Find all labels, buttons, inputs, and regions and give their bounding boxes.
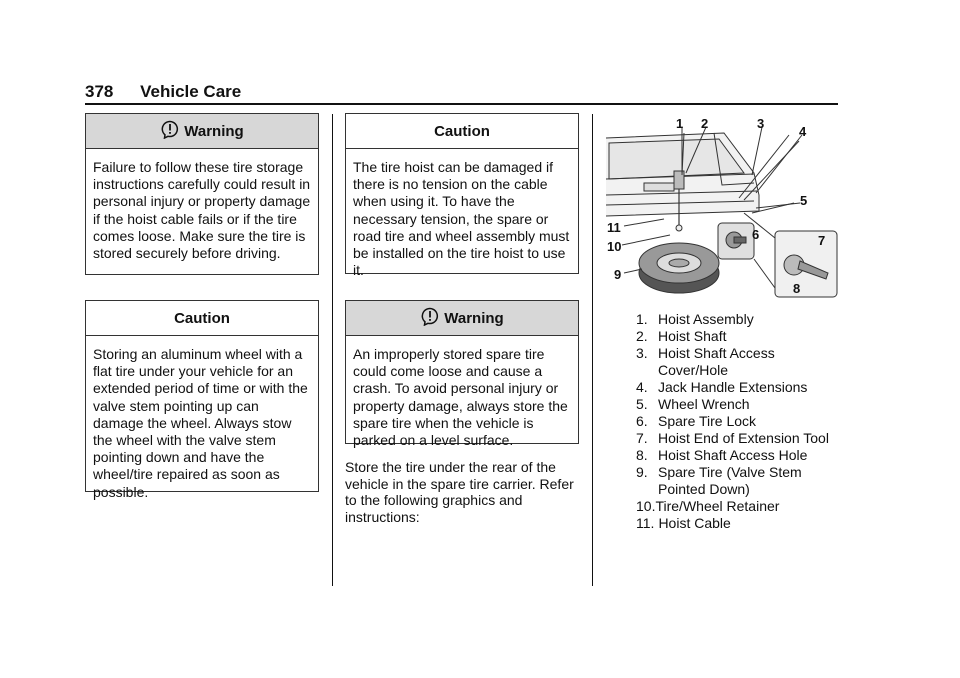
warning-header [86,114,318,149]
warning-icon [420,306,440,326]
warning-text: Failure to follow these tire storage instructions carefully could result in personal injury or property damage if the hoist cable fails or if the tire comes loose. Make sure the tire is stored securely before driving. [93,159,311,262]
warning-text: An improperly stored spare tire could come loose and cause a crash. To avoid personal injury or property damage, always store the spare tire when the vehicle is parked on a level surface. [353,346,568,449]
caution-box [345,113,579,279]
warning-header [346,301,578,336]
callout-label: 6 [752,227,760,242]
page-header [85,82,241,102]
caution-text: The tire hoist can be damaged if there is no tension on the cable when using it. To have the necessary tension, the spare or road tire and wheel assembly must be installed on the tire hoist to use it. [353,159,570,279]
caution-title: Caution [174,309,230,327]
callout-label: 7 [818,233,826,248]
legend-item: 10. Tire/Wheel Retainer [636,498,780,514]
legend-item: 2. Hoist Shaft [636,328,727,344]
callout-label: 9 [614,267,622,282]
spare-tire-illustration [604,113,838,299]
column-divider [332,114,333,586]
column-divider [592,114,593,586]
legend-item: 7. Hoist End of Extension Tool [636,430,829,446]
caution-text: Storing an aluminum wheel with a flat tire under your vehicle for an extended period of time or with the valve stem pointing up can damage the wheel. Always stow the wheel with the valve stem pointing down and have the wheel/tire repaired as soon as possible. [93,346,308,500]
caution-title: Caution [434,122,490,140]
caution-header [86,301,318,336]
caution-header [346,114,578,149]
figure-legend [636,311,829,532]
callout-label: 3 [757,116,765,131]
callout-label: 8 [793,281,801,296]
header-rule [85,103,838,105]
warning-box [345,300,579,449]
callout-label: 5 [800,193,808,208]
legend-item: 11. Hoist Cable [636,515,731,531]
caution-box [85,300,319,500]
warning-title: Warning [184,122,244,140]
callout-label: 1 [676,116,684,131]
body-paragraph: Store the tire under the rear of the vehicle in the spare tire carrier. Refer to the following graphics and instructions: [345,459,574,525]
section-title: Vehicle Care [140,82,242,101]
callout-label: 4 [799,124,807,139]
callout-label: 2 [701,116,709,131]
legend-item: 3. Hoist Shaft Access Cover/Hole [636,345,775,378]
warning-icon [160,119,180,139]
callout-label: 11 [607,220,621,235]
legend-item: 4. Jack Handle Extensions [636,379,808,395]
legend-item: 6. Spare Tire Lock [636,413,757,429]
legend-item: 9. Spare Tire (Valve Stem Pointed Down) [636,464,802,497]
warning-title: Warning [444,309,504,327]
warning-box [85,113,319,275]
callout-label: 10 [607,239,622,254]
legend-item: 8. Hoist Shaft Access Hole [636,447,808,463]
legend-item: 1. Hoist Assembly [636,311,754,327]
page-number: 378 [85,82,114,101]
legend-item: 5. Wheel Wrench [636,396,750,412]
